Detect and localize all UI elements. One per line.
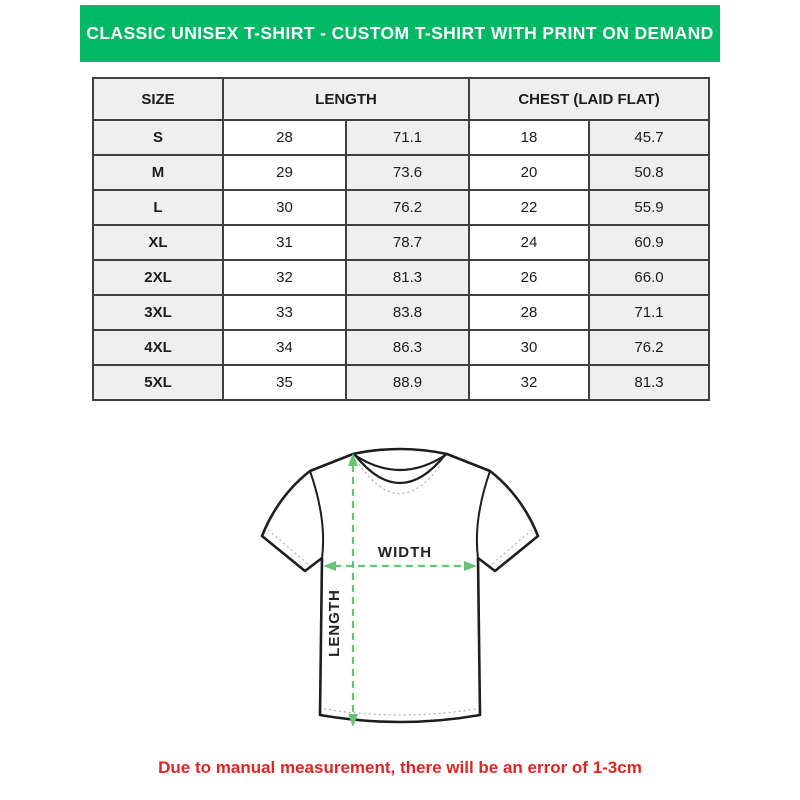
measurement-note: Due to manual measurement, there will be an error of 1-3cm [158,758,642,777]
length-cm-cell: 78.7 [346,225,469,260]
table-row [93,260,709,295]
chest-in-cell: 20 [469,155,589,190]
length-cm-cell: 76.2 [346,190,469,225]
length-in-cell: 35 [223,365,346,400]
length-in-cell: 33 [223,295,346,330]
length-cm-cell: 86.3 [346,330,469,365]
chest-in-cell: 18 [469,120,589,155]
length-in-cell: 30 [223,190,346,225]
header-size: SIZE [93,78,223,120]
chest-cm-cell: 81.3 [589,365,709,400]
length-cm-cell: 73.6 [346,155,469,190]
chest-in-cell: 30 [469,330,589,365]
length-in-cell: 29 [223,155,346,190]
length-cm-cell: 71.1 [346,120,469,155]
header-length: LENGTH [223,78,469,120]
length-cm-cell: 81.3 [346,260,469,295]
table-row [93,155,709,190]
table-row [93,330,709,365]
length-cm-cell: 83.8 [346,295,469,330]
width-label: WIDTH [377,544,433,561]
chest-in-cell: 24 [469,225,589,260]
chest-cm-cell: 45.7 [589,120,709,155]
chest-in-cell: 22 [469,190,589,225]
size-cell: 3XL [93,295,223,330]
size-chart-table [92,77,710,401]
chest-in-cell: 32 [469,365,589,400]
header-chest: CHEST (LAID FLAT) [469,78,709,120]
tshirt-outline [262,449,538,722]
size-cell: 4XL [93,330,223,365]
table-header-row [93,78,709,120]
size-cell: L [93,190,223,225]
table-row [93,120,709,155]
table-row [93,190,709,225]
size-cell: S [93,120,223,155]
length-in-cell: 31 [223,225,346,260]
size-cell: XL [93,225,223,260]
chest-cm-cell: 55.9 [589,190,709,225]
chest-cm-cell: 71.1 [589,295,709,330]
length-cm-cell: 88.9 [346,365,469,400]
size-cell: 5XL [93,365,223,400]
table-row [93,225,709,260]
chest-cm-cell: 76.2 [589,330,709,365]
chest-cm-cell: 60.9 [589,225,709,260]
length-in-cell: 34 [223,330,346,365]
chest-cm-cell: 66.0 [589,260,709,295]
page-title: CLASSIC UNISEX T-SHIRT - CUSTOM T-SHIRT WITH PRINT ON DEMAND [86,23,714,43]
length-in-cell: 28 [223,120,346,155]
length-in-cell: 32 [223,260,346,295]
table-row [93,295,709,330]
chest-cm-cell: 50.8 [589,155,709,190]
table-row [93,365,709,400]
length-label: LENGTH [326,589,343,657]
tshirt-diagram [240,428,560,748]
chest-in-cell: 26 [469,260,589,295]
title-banner [80,5,720,62]
size-cell: 2XL [93,260,223,295]
chest-in-cell: 28 [469,295,589,330]
size-cell: M [93,155,223,190]
